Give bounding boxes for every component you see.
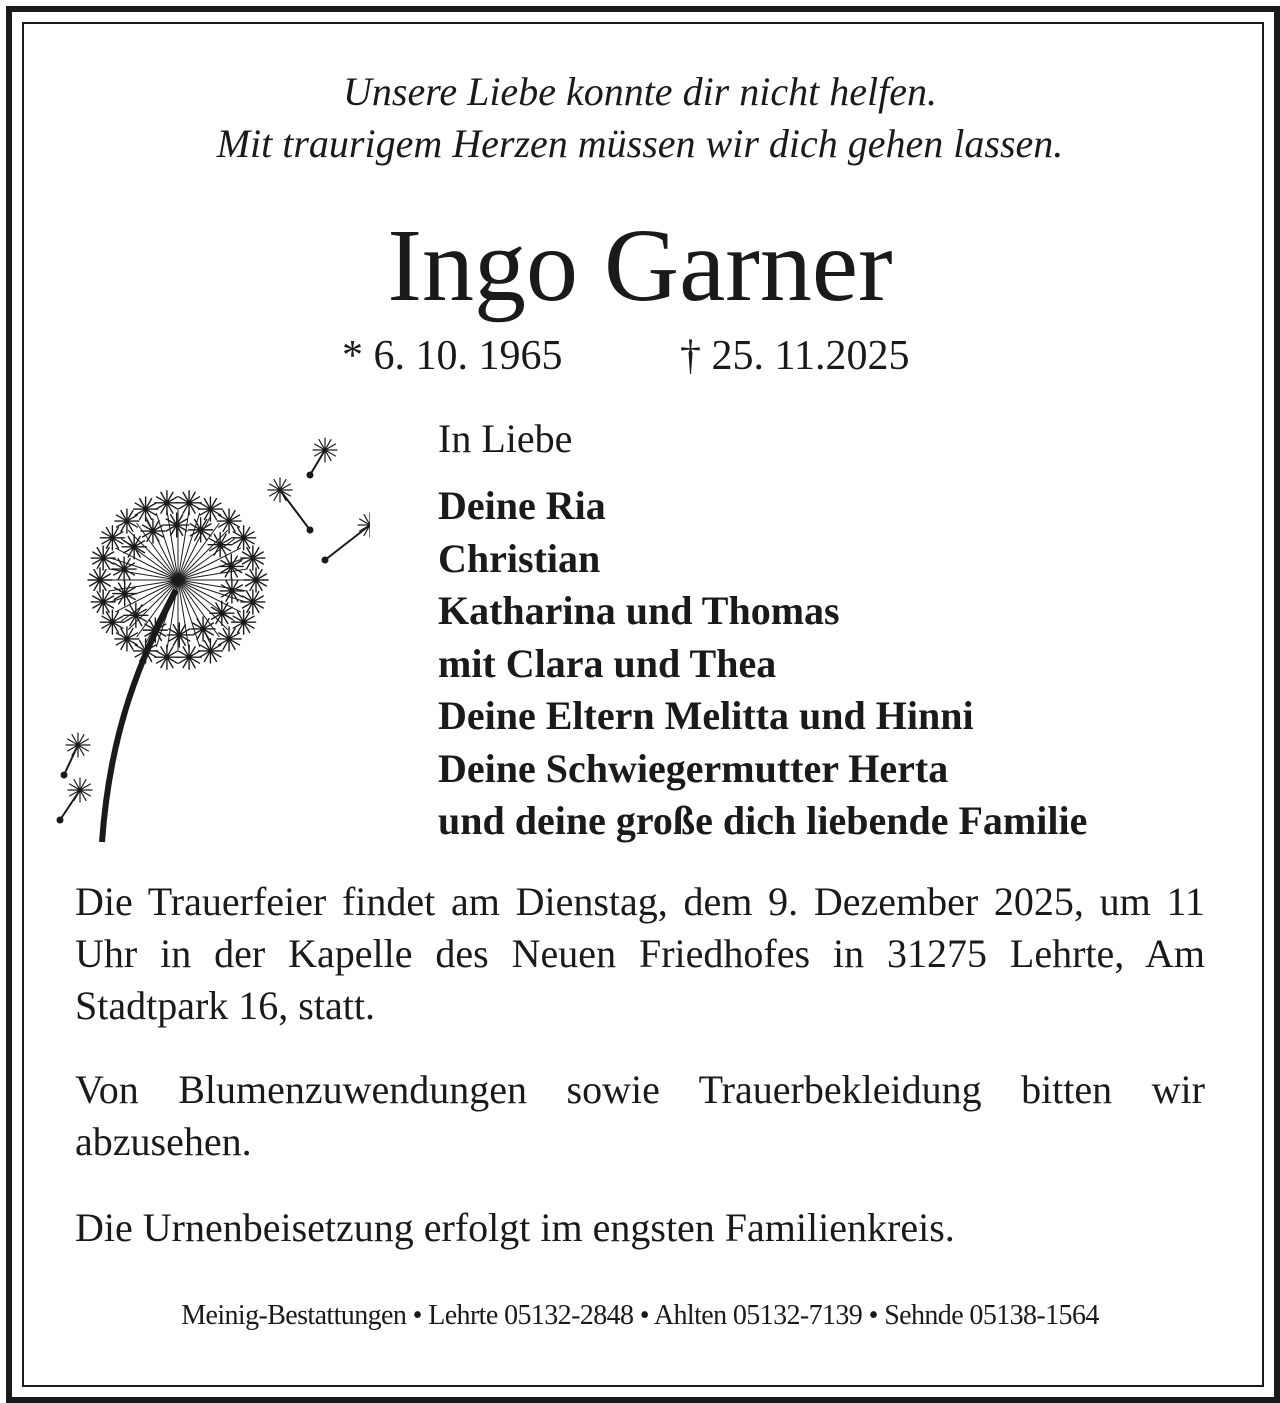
mourner-list bbox=[438, 480, 1087, 848]
mourner-name: Deine Eltern Melitta und Hinni bbox=[438, 693, 974, 738]
mourner-name: Christian bbox=[438, 535, 601, 581]
mourner-name: und deine große dich liebende Familie bbox=[438, 798, 1088, 843]
mourners-intro: In Liebe bbox=[438, 416, 573, 461]
death-date: † 25. 11.2025 bbox=[680, 333, 910, 379]
deceased-name: Ingo Garner bbox=[387, 208, 893, 323]
mourner-name: Deine Schwiegermutter Herta bbox=[438, 745, 949, 791]
flowers-notice: Von Blumenzuwendungen sowie Trauerbekleidung bitten wir abzusehen. bbox=[75, 1067, 1205, 1164]
mourner-name: Deine Ria bbox=[438, 483, 606, 528]
mourner-name: Katharina und Thomas bbox=[438, 588, 840, 633]
dandelion-icon bbox=[50, 430, 370, 850]
funeral-home-footer: Meinig-Bestattungen • Lehrte 05132-2848 • Ahlten 05132-7139 • Sehnde 05138-1564 bbox=[181, 1300, 1099, 1331]
motto-line-1: Unsere Liebe konnte dir nicht helfen. bbox=[343, 69, 937, 114]
mourner-name: mit Clara und Thea bbox=[438, 640, 777, 686]
motto-line-2: Mit traurigem Herzen müssen wir dich gehen lassen. bbox=[216, 121, 1064, 166]
birth-date: * 6. 10. 1965 bbox=[342, 333, 563, 379]
burial-notice: Die Urnenbeisetzung erfolgt im engsten Familienkreis. bbox=[75, 1205, 955, 1250]
ceremony-notice: Die Trauerfeier findet am Dienstag, dem 9. Dezember 2025, um 11 Uhr in der Kapelle des Neuen Friedhofes in 31275 Lehrte, Am Stadtpark 16, statt. bbox=[75, 879, 1205, 1028]
motto bbox=[0, 66, 1280, 170]
